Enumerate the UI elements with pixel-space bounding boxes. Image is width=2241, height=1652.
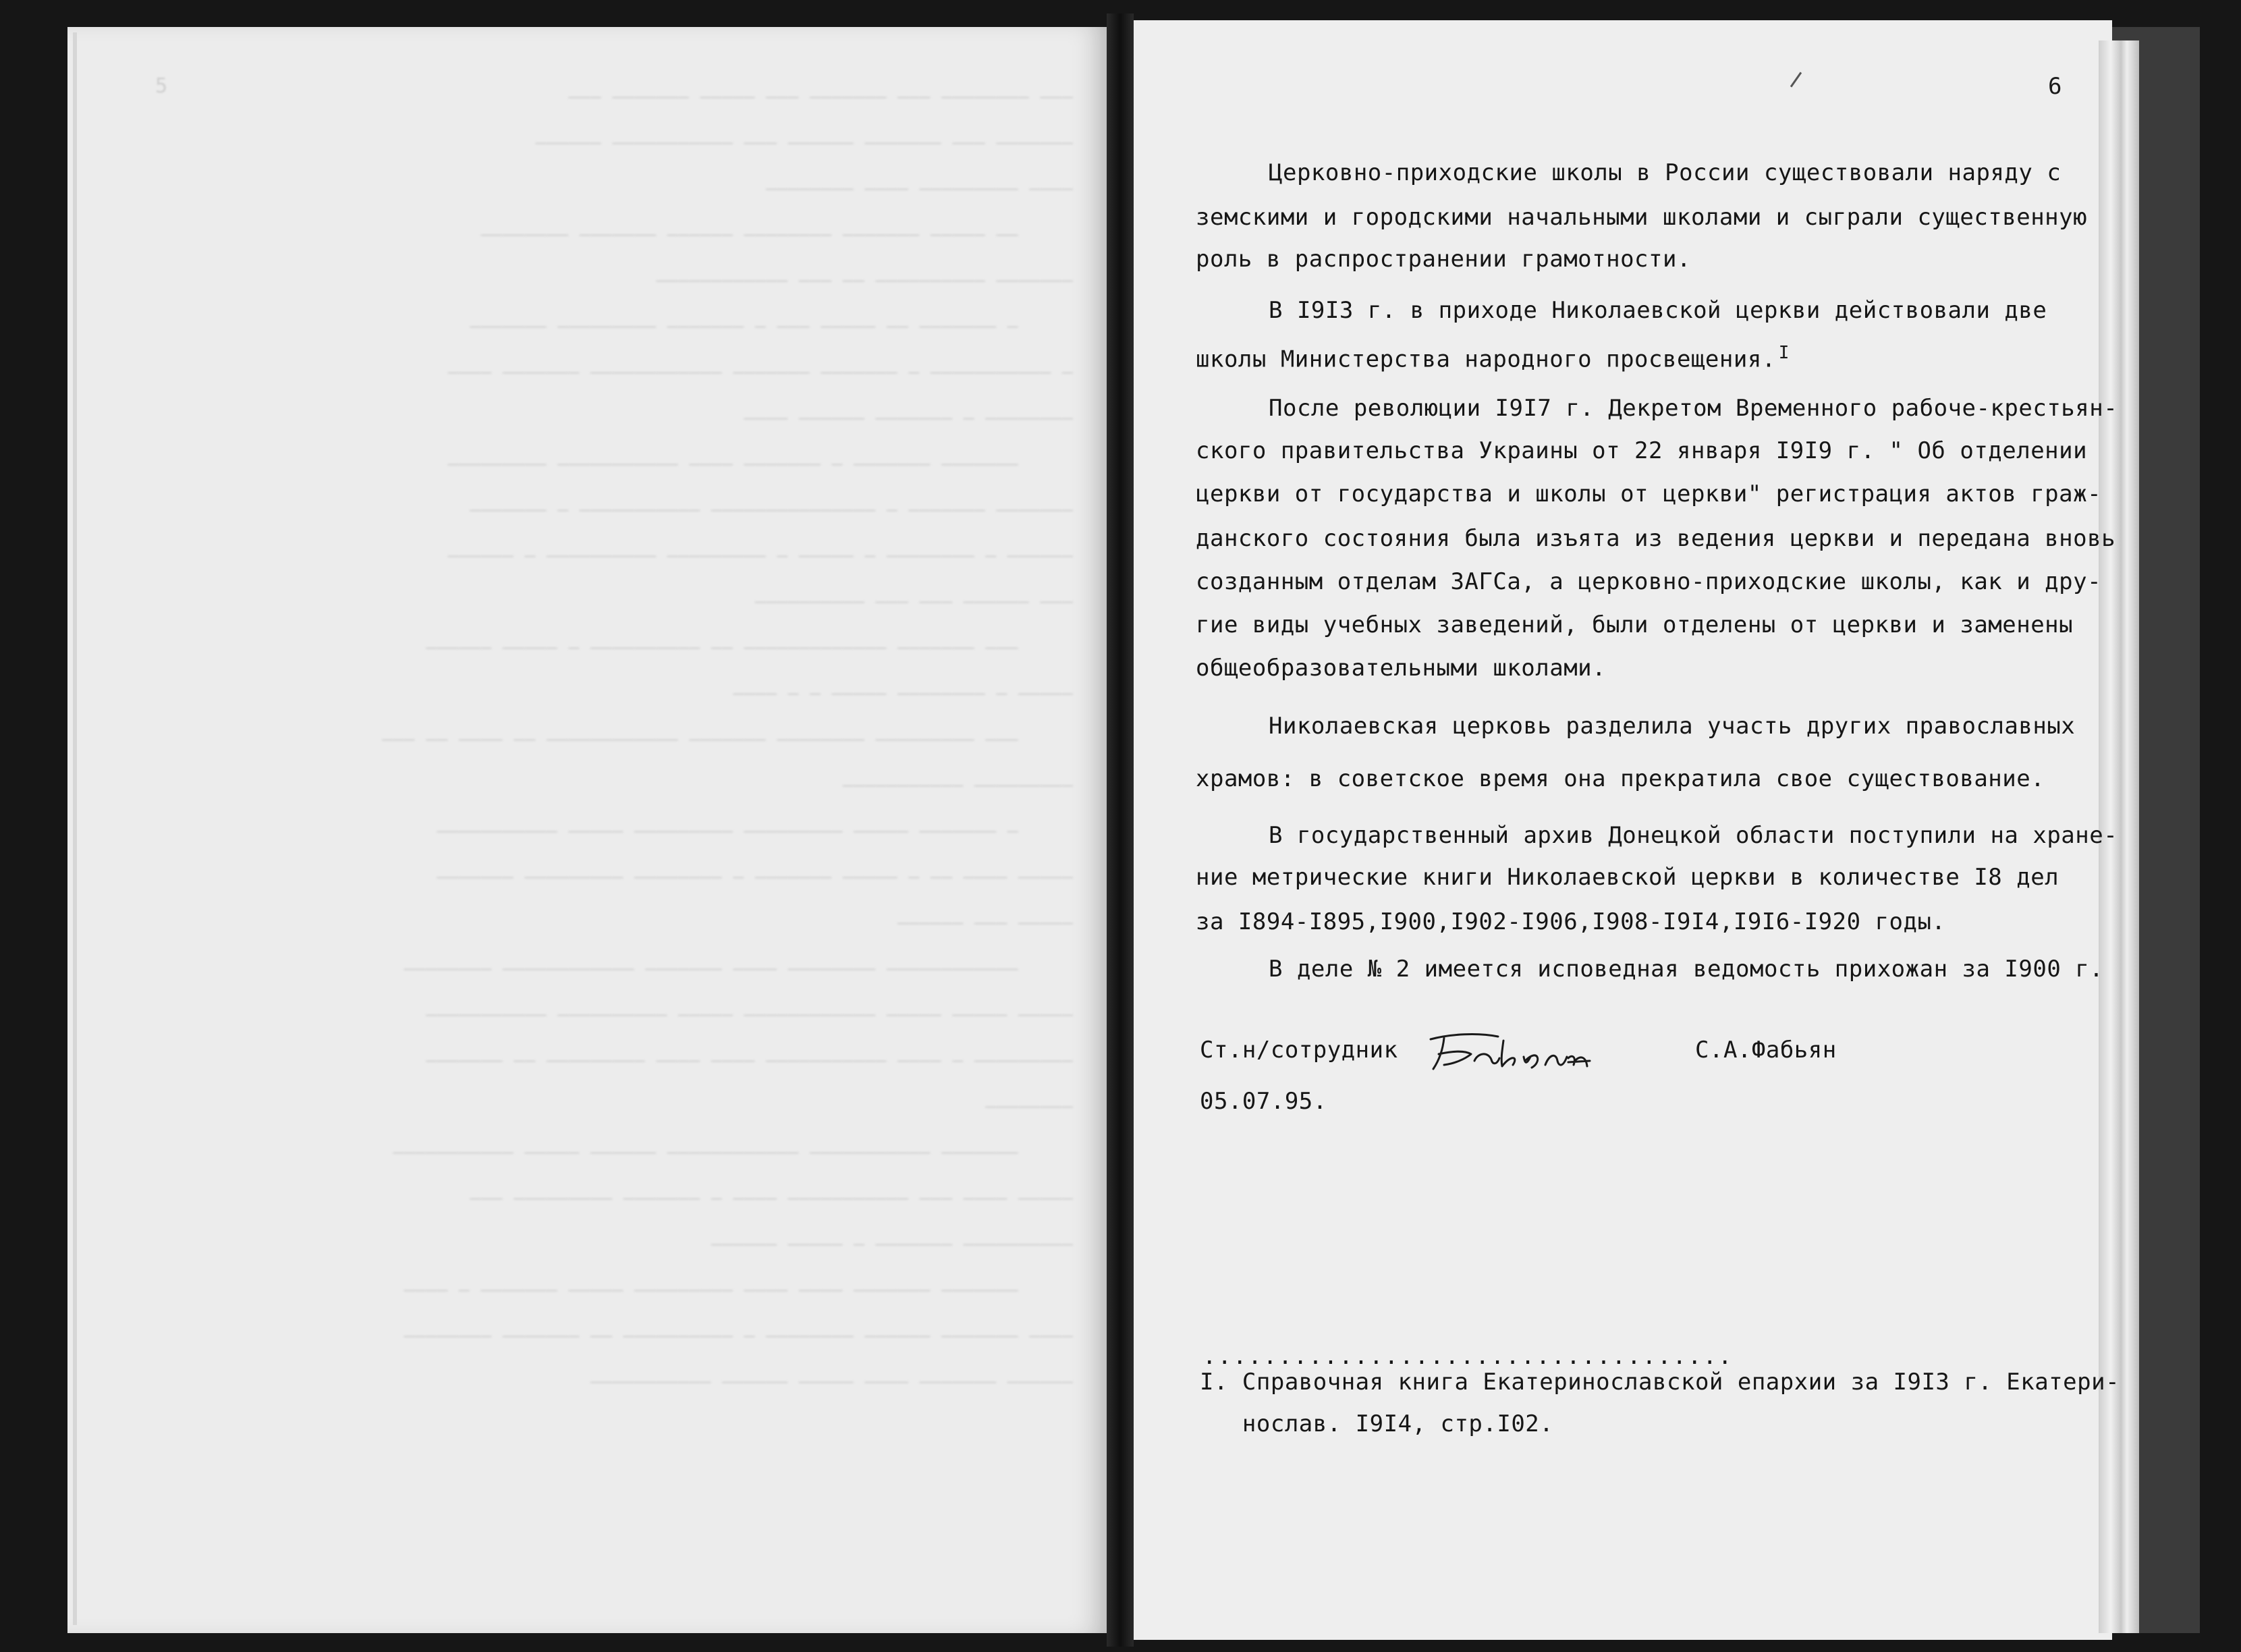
p1-line-1: Церковно-приходские школы в России существовали наряду с bbox=[1269, 159, 2062, 186]
signoff-name: С.А.Фабьян bbox=[1695, 1037, 1837, 1064]
p3-line-1: После революции I9I7 г. Декретом Временного рабоче-крестьян- bbox=[1269, 395, 2118, 422]
p2-line-2 bbox=[1196, 343, 1790, 373]
p3-line-3: церкви от государства и школы от церкви" регистрация актов граж- bbox=[1196, 480, 2102, 507]
p3-line-7: общеобразовательными школами. bbox=[1196, 655, 1607, 682]
footnote-line-2: нослав. I9I4, стр.I02. bbox=[1200, 1410, 1554, 1437]
left-page-number: 5 bbox=[155, 74, 168, 98]
p1-line-2: земскими и городскими начальными школами и сыграли существенную bbox=[1196, 204, 2088, 231]
footnote-line-1: I. Справочная книга Екатеринославской епархии за I9I3 г. Екатери- bbox=[1200, 1369, 2120, 1396]
signoff-position: Ст.н/сотрудник bbox=[1200, 1037, 1398, 1064]
footnote-reference: I bbox=[1778, 343, 1790, 363]
p2-line-1: В I9I3 г. в приходе Николаевской церкви действовали две bbox=[1269, 297, 2047, 324]
p3-line-4: данского состояния была изъята из ведения церкви и передана вновь bbox=[1196, 525, 2116, 552]
left-page-edge bbox=[73, 32, 77, 1625]
signoff-date: 05.07.95. bbox=[1200, 1088, 1327, 1115]
p6-line-1: В деле № 2 имеется исповедная ведомость прихожан за I900 г. bbox=[1269, 956, 2104, 983]
footnote-separator: ................................... bbox=[1202, 1343, 1734, 1370]
left-page-bleed-through: ——— ———————— ——— ——————— ——— ————— ——————— ——— ——————— ——— ——————— —————— ——— ——————————— —————— ———— ————————— ———— ———————— —— ————— ——————— ———————— —————— ——————— ———————— ——————— —————————— —— ——— ———————————— — ——————— —— ————— ——— — ——————— ————————— ——————— — ——————————— — ——————— ——————— ———————————— ——————— ———— ———————— — ——————— —————— ———— ——————— ——————— — ——————— ———— ——————————— ————————— ——————— ——————— — ——————————————— ——————————— — ——————— —————— — ———————— — ————— — ————————— —————————— — —————— ——— —————— ——— ——— —————————— ——— ——————— ————————————— —— —————————— — ————— —————— ————— — ———————— ————— — — ———— ——— ————————— ———————— ——————— ———————————— —— ———— —— ——— ————————— ——————————— — ——————— ————— ————————— ————————— ————— ——————————— ————— ———— —— — ————— ——————— — ———————— ————————— ——————— ————— ——— —————— ———————————— ———————— ———— ——————— ———————————— ———————— ————— ————— ————— ———————————— ————— —————————— ——————————— ————————— — ———— ——————————— ———— ———— ————————— —— ——————— ———————— ——————— ——————————— ———————————— —————— ————— ——————————— ————— ———— ——— ——————————— ———— — ——————— ————————— ——— —————————— ——————— — ————— —————— ——————— ——————— ———— ———— ————————— ————— ——————— — ———— ———— ——————— —————— ———————— — —————————— —— ——————— ———————— —————— ——————— ———— ————— —————— ——————————— bbox=[381, 86, 1073, 1392]
p5-line-2: ние метрические книги Николаевской церкви в количестве I8 дел bbox=[1196, 864, 2059, 891]
p3-line-6: гие виды учебных заведений, были отделены от церкви и заменены bbox=[1196, 611, 2074, 638]
p4-line-1: Николаевская церковь разделила участь других православных bbox=[1269, 713, 2076, 740]
p2-line-2-text: школы Министерства народного просвещения. bbox=[1196, 346, 1776, 373]
page-number: 6 bbox=[2048, 73, 2062, 100]
book-gutter bbox=[1107, 13, 1134, 1647]
p5-line-1: В государственный архив Донецкой области поступили на хране- bbox=[1269, 822, 2118, 849]
p3-line-2: ского правительства Украины от 22 января I9I9 г. " Об отделении bbox=[1196, 437, 2088, 464]
p3-line-5: созданным отделам ЗАГСа, а церковно-приходские школы, как и дру- bbox=[1196, 568, 2102, 595]
p1-line-3: роль в распространении грамотности. bbox=[1196, 246, 1691, 273]
p4-line-2: храмов: в советское время она прекратила свое существование. bbox=[1196, 765, 2045, 792]
handwritten-signature bbox=[1424, 1027, 1593, 1074]
p5-line-3: за I894-I895,I900,I902-I906,I908-I9I4,I9I6-I920 годы. bbox=[1196, 908, 1946, 935]
